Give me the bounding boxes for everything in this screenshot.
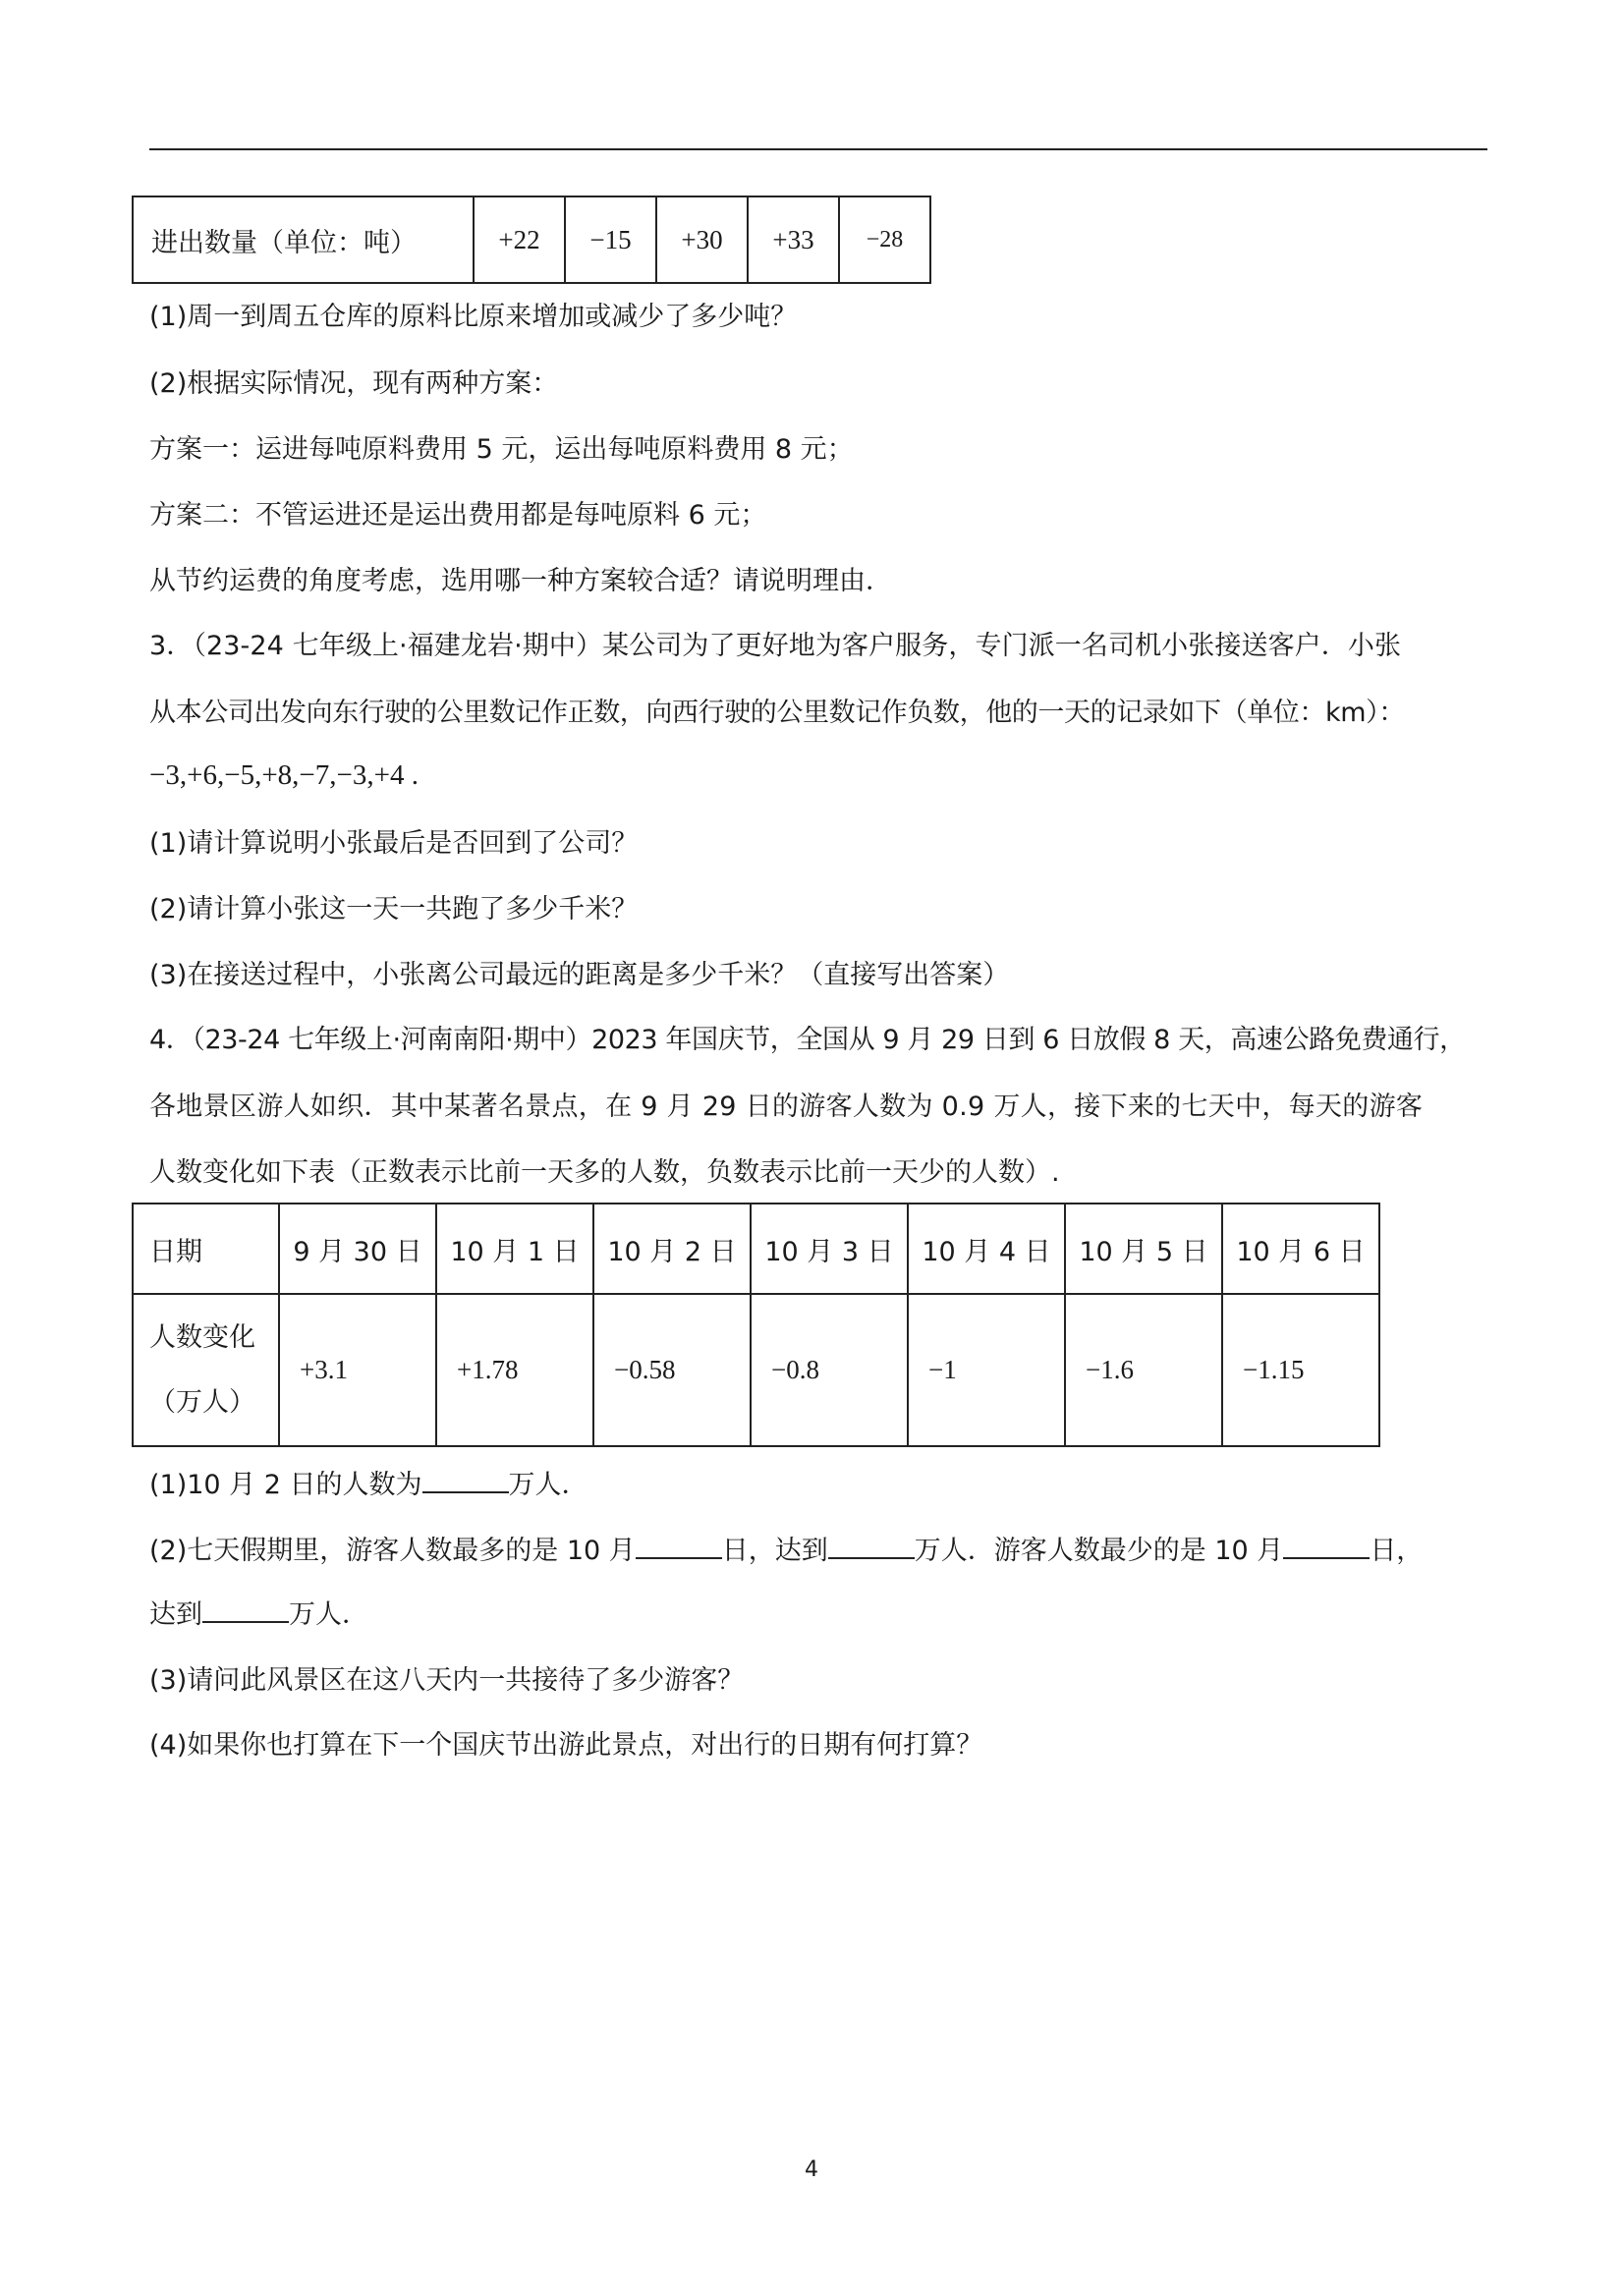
page-number: 4 [805, 2157, 818, 2182]
shipment-label: 进出数量（单位：吨） [133, 196, 474, 283]
shipment-value: +33 [748, 196, 839, 283]
date-cell: 10 月 2 日 [593, 1204, 751, 1294]
shipment-table [132, 196, 931, 284]
q4-sub2-text-b: 日，达到 [721, 1536, 828, 1566]
q4-sub4: (4)如果你也打算在下一个国庆节出游此景点，对出行的日期有何打算？ [149, 1730, 983, 1761]
q4-sub2-text-d: 日， [1370, 1536, 1424, 1566]
q4-line2: 各地景区游人如织．其中某著名景点，在 9 月 29 日的游客人数为 0.9 万人，接下来的七天中，每天的游客 [149, 1092, 1424, 1122]
date-cell: 10 月 6 日 [1222, 1204, 1379, 1294]
change-header [133, 1294, 279, 1446]
answer-blank[interactable] [1283, 1536, 1370, 1559]
change-cell: −1.15 [1222, 1294, 1379, 1446]
shipment-value: +30 [656, 196, 748, 283]
q3-sub1: (1)请计算说明小张最后是否回到了公司？ [149, 828, 639, 859]
q2-ask: 从节约运费的角度考虑，选用哪一种方案较合适？请说明理由． [149, 566, 892, 596]
q4-line3: 人数变化如下表（正数表示比前一天多的人数，负数表示比前一天少的人数）. [149, 1157, 1060, 1188]
date-cell: 10 月 4 日 [908, 1204, 1065, 1294]
date-cell: 10 月 1 日 [436, 1204, 593, 1294]
q2-sub2: (2)根据实际情况，现有两种方案： [149, 368, 559, 399]
change-cell: −0.58 [593, 1294, 751, 1446]
q4-sub2-text-c: 万人．游客人数最少的是 10 月 [914, 1536, 1284, 1566]
tourist-table [132, 1203, 1380, 1447]
q4-sub3: (3)请问此风景区在这八天内一共接待了多少游客？ [149, 1665, 745, 1696]
date-cell: 10 月 3 日 [751, 1204, 908, 1294]
q3-record: −3,+6,−5,+8,−7,−3,+4 . [149, 759, 419, 791]
change-cell: −1 [908, 1294, 1065, 1446]
date-cell: 9 月 30 日 [279, 1204, 436, 1294]
change-cell: +1.78 [436, 1294, 593, 1446]
q4-sub1-text-b: 万人． [508, 1470, 588, 1500]
q4-sub2 [149, 1536, 1423, 1564]
q3-line2: 从本公司出发向东行驶的公里数记作正数，向西行驶的公里数记作负数，他的一天的记录如下（单位：km）： [149, 698, 1405, 728]
date-cell: 10 月 5 日 [1065, 1204, 1222, 1294]
q3-line1: 3．（23-24 七年级上·福建龙岩·期中）某公司为了更好地为客户服务，专门派一名司机小张接送客户．小张 [149, 631, 1402, 661]
q3-sub3: (3)在接送过程中，小张离公司最远的距离是多少千米？（直接写出答案） [149, 960, 1010, 990]
change-header-line1: 人数变化 [149, 1321, 255, 1353]
header-rule [149, 148, 1487, 150]
shipment-value: +22 [474, 196, 565, 283]
date-header: 日期 [133, 1204, 279, 1294]
q4-sub1-text-a: (1)10 月 2 日的人数为 [149, 1470, 422, 1500]
q2-sub1: (1)周一到周五仓库的原料比原来增加或减少了多少吨？ [149, 302, 798, 332]
q4-sub1 [149, 1470, 588, 1498]
q4-sub2-text-a: (2)七天假期里，游客人数最多的是 10 月 [149, 1536, 636, 1566]
change-cell: −1.6 [1065, 1294, 1222, 1446]
change-cell: −0.8 [751, 1294, 908, 1446]
q4-line1: 4．（23-24 七年级上·河南南阳·期中）2023 年国庆节，全国从 9 月 29 日到 6 日放假 8 天，高速公路免费通行， [149, 1025, 1466, 1055]
q2-plan1: 方案一：运进每吨原料费用 5 元，运出每吨原料费用 8 元； [149, 434, 854, 465]
answer-blank[interactable] [422, 1470, 509, 1493]
q2-plan2: 方案二：不管运进还是运出费用都是每吨原料 6 元； [149, 500, 767, 531]
change-header-line2: （万人） [149, 1386, 255, 1418]
shipment-value: −28 [839, 196, 930, 283]
answer-blank[interactable] [636, 1536, 722, 1559]
shipment-value: −15 [565, 196, 656, 283]
answer-blank[interactable] [828, 1536, 915, 1559]
change-cell: +3.1 [279, 1294, 436, 1446]
answer-blank[interactable] [202, 1599, 289, 1623]
q4-sub2-text-f: 万人． [289, 1599, 368, 1630]
q3-sub2: (2)请计算小张这一天一共跑了多少千米？ [149, 894, 639, 924]
q4-sub2-cont [149, 1599, 368, 1628]
q4-sub2-text-e: 达到 [149, 1599, 202, 1630]
